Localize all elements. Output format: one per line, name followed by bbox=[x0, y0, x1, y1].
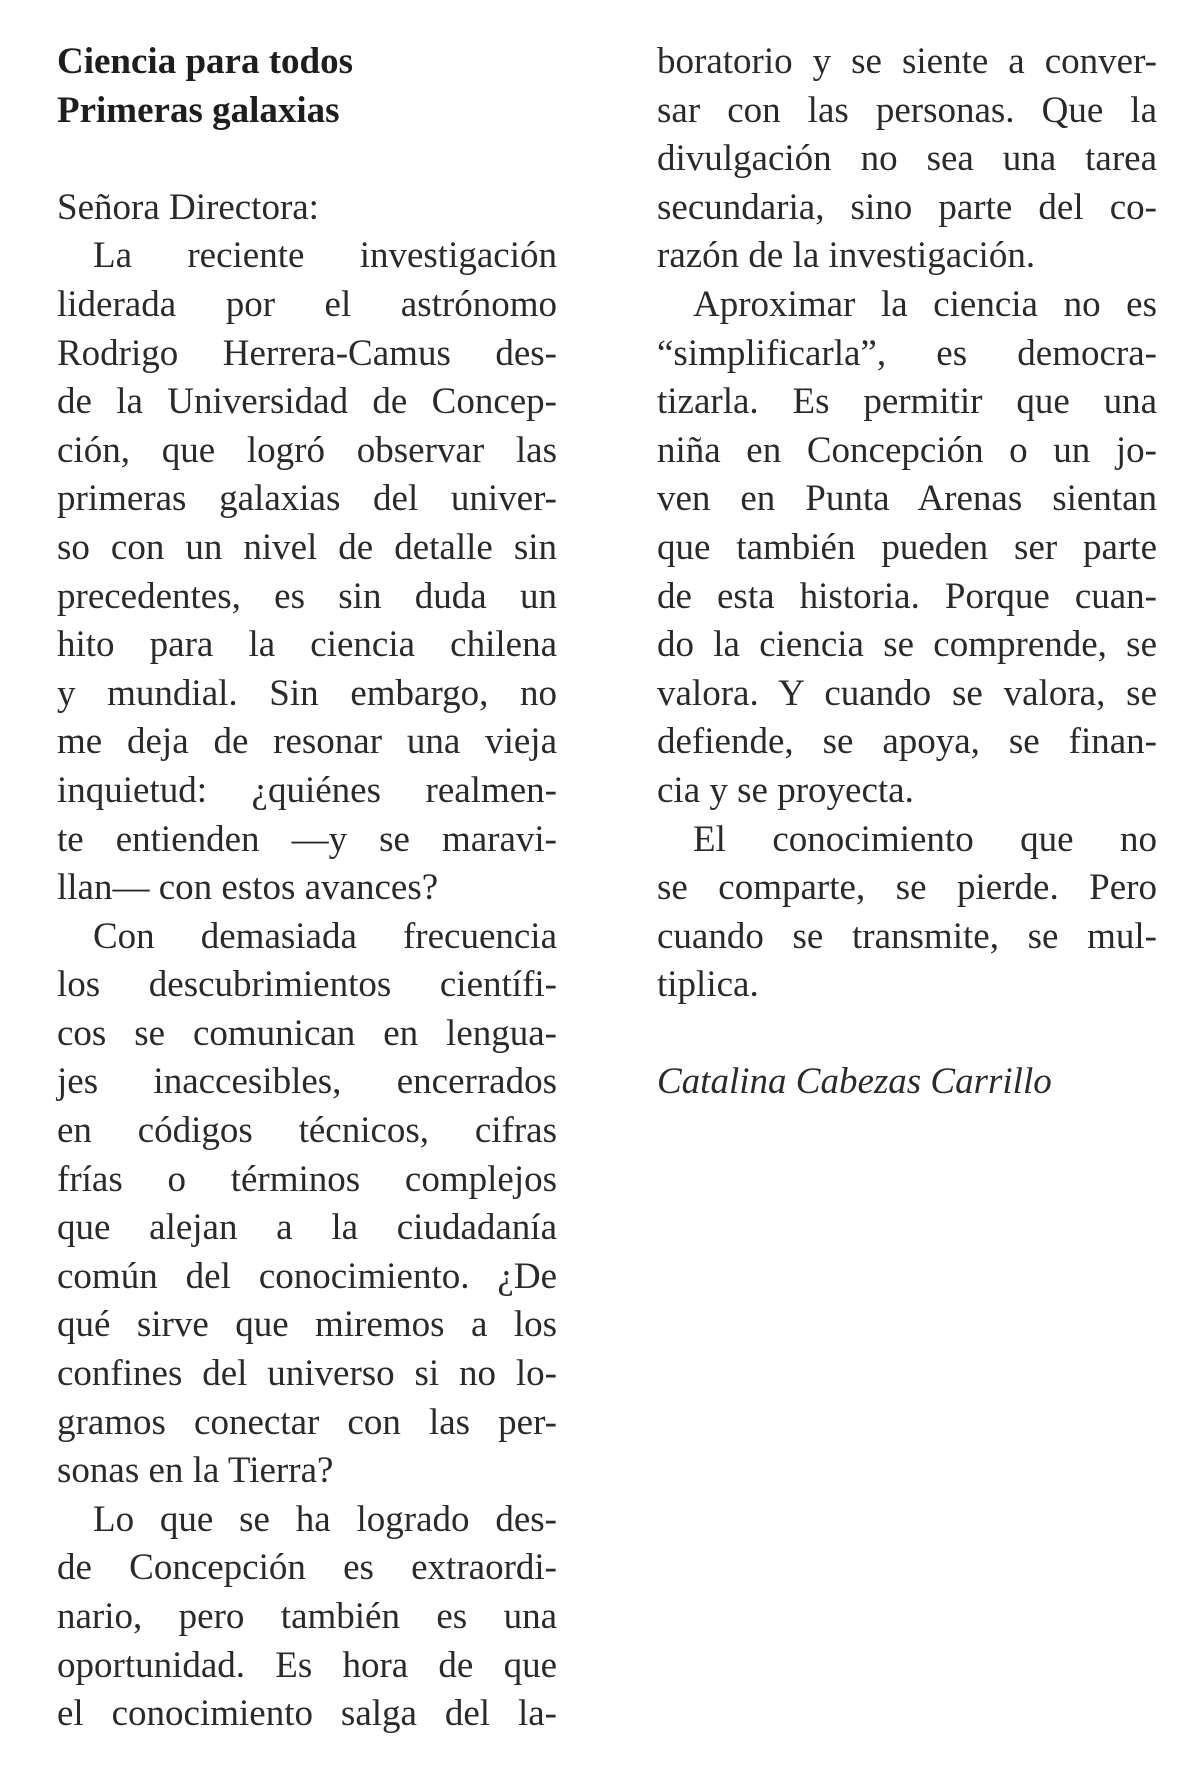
text-line: tiplica. bbox=[657, 964, 759, 1006]
text-line: cuando se transmite, se mul- bbox=[657, 915, 1157, 957]
text-line: inquietud: ¿quiénes realmen- bbox=[57, 769, 557, 811]
text-line: liderada por el astrónomo bbox=[57, 283, 557, 325]
text-line: los descubrimientos científi- bbox=[57, 964, 557, 1006]
text-line: de la Universidad de Concep- bbox=[57, 381, 557, 423]
text-line: de esta historia. Porque cuan- bbox=[657, 575, 1157, 617]
text-line: El conocimiento que no bbox=[693, 818, 1157, 860]
letter-title: Primeras galaxias bbox=[57, 89, 340, 131]
salutation: Señora Directora: bbox=[57, 186, 319, 228]
text-line: oportunidad. Es hora de que bbox=[57, 1644, 557, 1686]
spacer bbox=[57, 135, 557, 184]
letter-column-right bbox=[657, 38, 1157, 1107]
spacer bbox=[657, 1010, 1157, 1059]
text-line: niña en Concepción o un jo- bbox=[657, 429, 1157, 471]
text-line: sar con las personas. Que la bbox=[657, 89, 1157, 131]
text-line: común del conocimiento. ¿De bbox=[57, 1255, 557, 1297]
text-line: que alejan a la ciudadanía bbox=[57, 1207, 557, 1249]
text-line: en códigos técnicos, cifras bbox=[57, 1110, 557, 1152]
text-line: do la ciencia se comprende, se bbox=[657, 624, 1157, 666]
text-line: jes inaccesibles, encerrados bbox=[57, 1061, 557, 1103]
text-line: Con demasiada frecuencia bbox=[93, 915, 557, 957]
text-line: ción, que logró observar las bbox=[57, 429, 557, 471]
text-line: valora. Y cuando se valora, se bbox=[657, 672, 1157, 714]
section-heading: Ciencia para todos bbox=[57, 41, 353, 82]
text-line: frías o términos complejos bbox=[57, 1158, 557, 1200]
text-line: gramos conectar con las per- bbox=[57, 1401, 557, 1443]
text-line: el conocimiento salga del la- bbox=[57, 1693, 557, 1735]
text-line: secundaria, sino parte del co- bbox=[657, 186, 1157, 228]
text-line: tizarla. Es permitir que una bbox=[657, 381, 1157, 423]
text-line: razón de la investigación. bbox=[657, 235, 1036, 277]
text-line: de Concepción es extraordi- bbox=[57, 1547, 557, 1589]
text-line: ven en Punta Arenas sientan bbox=[657, 478, 1157, 520]
text-line: qué sirve que miremos a los bbox=[57, 1304, 557, 1346]
text-line: primeras galaxias del univer- bbox=[57, 478, 557, 520]
text-line: defiende, se apoya, se finan- bbox=[657, 721, 1157, 763]
text-line: divulgación no sea una tarea bbox=[657, 138, 1157, 180]
text-line: hito para la ciencia chilena bbox=[57, 624, 557, 666]
text-line: so con un nivel de detalle sin bbox=[57, 526, 557, 568]
text-line: Lo que se ha logrado des- bbox=[93, 1498, 557, 1540]
text-line: que también pueden ser parte bbox=[657, 526, 1157, 568]
text-line: precedentes, es sin duda un bbox=[57, 575, 557, 617]
text-line: se comparte, se pierde. Pero bbox=[657, 867, 1157, 909]
text-line: sonas en la Tierra? bbox=[57, 1450, 334, 1492]
text-line: me deja de resonar una vieja bbox=[57, 721, 557, 763]
text-line: Aproximar la ciencia no es bbox=[693, 283, 1157, 325]
text-line: La reciente investigación bbox=[93, 235, 557, 277]
text-line: confines del universo si no lo- bbox=[57, 1353, 557, 1395]
text-line: “simplificarla”, es democra- bbox=[657, 332, 1157, 374]
text-line: boratorio y se siente a conver- bbox=[657, 41, 1157, 82]
signature: Catalina Cabezas Carrillo bbox=[657, 1061, 1052, 1103]
text-line: nario, pero también es una bbox=[57, 1596, 557, 1637]
text-line: cos se comunican en lengua- bbox=[57, 1012, 557, 1054]
letter-column-left bbox=[57, 38, 557, 1739]
text-line: y mundial. Sin embargo, no bbox=[57, 672, 557, 714]
text-line: cia y se proyecta. bbox=[657, 769, 914, 811]
text-line: te entienden —y se maravi- bbox=[57, 818, 557, 860]
text-line: llan— con estos avances? bbox=[57, 867, 439, 909]
text-line: Rodrigo Herrera-Camus des- bbox=[57, 332, 557, 374]
